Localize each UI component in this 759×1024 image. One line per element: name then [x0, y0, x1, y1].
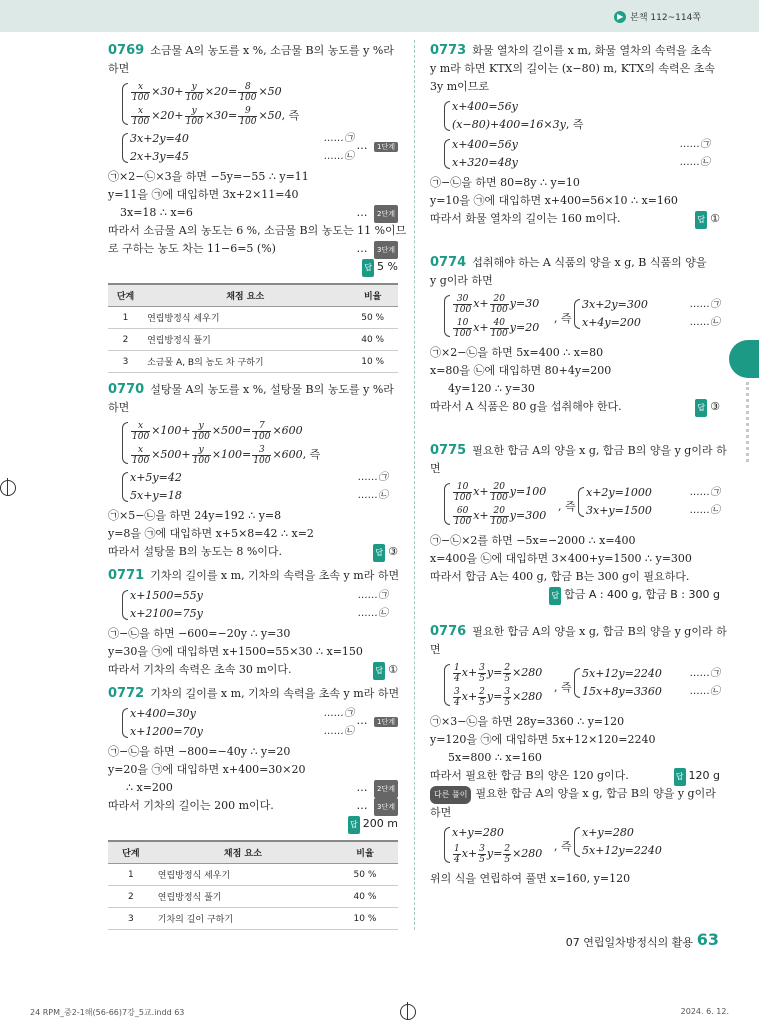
page-number: 63: [696, 930, 719, 949]
problem-0769: 0769 소금물 A의 농도를 x %, 소금물 B의 농도를 y %라 하면 $\frac{x}{100}$ ×30+ $\frac{y}{100}$ ×20= $\frac{8}{100}$ ×50 $\frac{x}{100}$ ×20+ $\frac{y}{100}$ ×30= $\frac{9}{100}$ ×50, 즉 3x+2y=40 ……㉠ 2x+3y=45 ……㉡ … 1단계 ㉠×2−㉡×3을 하면 −5y=−55 ∴ y=11 y=11을 ㉠에 대입하면 3x+2×11=40 3x=18 ∴ x=6 … 2단계 따라서 소금물 A의 농도는 6 %, 소금물 B의 농도는 11 %이므 로 구하는 농도 차는 11−6=5 (%) … 3단계 답 5 % 단계 채점 요소 비율 1 연립방정식 세우기 50 % 2 연립방정식 풀기 40 % 3 소금물 A, B의 농도 차 구하기 10 %: [108, 42, 398, 373]
answer-icon: 답: [348, 816, 360, 834]
table-row: 3 소금물 A, B의 농도 차 구하기 10 %: [108, 351, 398, 373]
problem-0775: 0775 필요한 합금 A의 양을 x g, 합금 B의 양을 y g이라 하 면 $\frac{10}{100}$ x+ $\frac{20}{100}$ y=100 $\frac{60}{100}$ x+ $\frac{20}{100}$ y=300 , 즉 x+2y=1000 ……㉠ 3x+y=1500 ……㉡ ㉠−㉡×2를 하면 −5x=−2000 ∴ x=400 x=400을 ㉡에 대입하면 3×400+y=1500 ∴ y=300 따라서 합금 A는 400 g, 합금 B는 300 g이 필요하다. 답 합금 A : 400 g, 합금 B : 300 g: [430, 442, 720, 605]
equation-system: $\frac{30}{100}$ x+ $\frac{20}{100}$ y=30 $\frac{10}{100}$ x+ $\frac{40}{100}$ y=20: [442, 292, 539, 340]
side-decoration: [746, 382, 755, 462]
equation-system: x+5y=42 ……㉠ 5x+y=18 ……㉡: [120, 469, 398, 505]
equation-block: $\frac{30}{100}$ x+ $\frac{20}{100}$ y=30 $\frac{10}{100}$ x+ $\frac{40}{100}$ y=20 , 즉 3x+2y=300 ……㉠ x+4y=200 ……㉡: [430, 290, 720, 344]
table-row: 2 연립방정식 풀기 40 %: [108, 886, 398, 908]
registration-mark-icon: [400, 1004, 416, 1020]
equation-system: 3x+2y=40 ……㉠ 2x+3y=45 ……㉡ … 1단계: [120, 130, 398, 166]
equation-system: 3x+2y=300 ……㉠ x+4y=200 ……㉡: [572, 296, 720, 332]
table-row: 1 연립방정식 세우기 50 %: [108, 864, 398, 886]
step-badge: 2단계: [374, 205, 398, 223]
print-date: 2024. 6. 12.: [680, 1007, 729, 1016]
table-row: 2 연립방정식 풀기 40 %: [108, 329, 398, 351]
arrow-icon: ▶: [614, 11, 626, 23]
answer-icon: 답: [674, 768, 686, 786]
equation-block: $\frac{10}{100}$ x+ $\frac{20}{100}$ y=100 $\frac{60}{100}$ x+ $\frac{20}{100}$ y=300 , 즉 x+2y=1000 ……㉠ 3x+y=1500 ……㉡: [430, 478, 720, 532]
equation-block: $\frac{1}{4}$ x+ $\frac{3}{5}$ y= $\frac{2}{5}$ ×280 $\frac{3}{4}$ x+ $\frac{2}{5}$ y= $\frac{3}{5}$ ×280 , 즉 5x+12y=2240 ……㉠ 15x+8y=3360 ……㉡: [430, 659, 720, 713]
step-badge: 2단계: [374, 780, 398, 798]
answer-icon: 답: [373, 544, 385, 562]
answer-icon: 답: [373, 662, 385, 680]
equation-system: $\frac{x}{100}$ ×100+ $\frac{y}{100}$ ×500= $\frac{7}{100}$ ×600 $\frac{x}{100}$ ×500+ $\frac{y}{100}$ ×100= $\frac{3}{100}$ ×600, 즉: [120, 419, 398, 467]
problem-0772: 0772 기차의 길이를 x m, 기차의 속력을 초속 y m라 하면 x+400=30y ……㉠ x+1200=70y ……㉡ … 1단계 ㉠−㉡을 하면 −800=−40y ∴ y=20 y=20을 ㉠에 대입하면 x+400=30×20 ∴ x=200 … 2단계 따라서 기차의 길이는 200 m이다. … 3단계 답 200 m 단계 채점 요소 비율 1 연립방정식 세우기 50 % 2 연립방정식 풀기 40 % 3 기차의 길이 구하기 10 %: [108, 685, 398, 930]
answer-icon: 답: [695, 399, 707, 417]
equation-system: $\frac{10}{100}$ x+ $\frac{20}{100}$ y=100 $\frac{60}{100}$ x+ $\frac{20}{100}$ y=300: [442, 480, 546, 528]
problem-0774: 0774 섭취해야 하는 A 식품의 양을 x g, B 식품의 양을 y g이라 하면 $\frac{30}{100}$ x+ $\frac{20}{100}$ y=30 $\frac{10}{100}$ x+ $\frac{40}{100}$ y=20 , 즉 3x+2y=300 ……㉠ x+4y=200 ……㉡ ㉠×2−㉡을 하면 5x=400 ∴ x=80 x=80을 ㉡에 대입하면 80+4y=200 4y=120 ∴ y=30 따라서 A 식품은 80 g을 섭취해야 한다. 답 ③: [430, 254, 720, 416]
column-divider: [414, 40, 415, 930]
step-badge: 3단계: [374, 798, 398, 816]
table-row: 3 기차의 길이 구하기 10 %: [108, 908, 398, 930]
footer-chapter-title: 07 연립일차방정식의 활용: [565, 936, 693, 949]
header-page-reference: ▶ 본책 112~114쪽: [614, 10, 701, 23]
equation-system: $\frac{1}{4}$ x+ $\frac{3}{5}$ y= $\frac{2}{5}$ ×280 $\frac{3}{4}$ x+ $\frac{2}{5}$ y= $\frac{3}{5}$ ×280: [442, 661, 542, 709]
equation-system: x+2y=1000 ……㉠ 3x+y=1500 ……㉡: [576, 484, 720, 520]
chapter-side-tab: [729, 340, 759, 378]
problem-0771: 0771 기차의 길이를 x m, 기차의 속력을 초속 y m라 하면 x+1500=55y ……㉠ x+2100=75y ……㉡ ㉠−㉡을 하면 −600=−20y ∴ y=30 y=30을 ㉠에 대입하면 x+1500=55×30 ∴ x=150 따라서 기차의 속력은 초속 30 m이다. 답 ①: [108, 567, 398, 679]
scoring-table: 단계 채점 요소 비율 1 연립방정식 세우기 50 % 2 연립방정식 풀기 40 % 3 소금물 A, B의 농도 차 구하기 10 %: [108, 283, 398, 373]
problem-0773: 0773 화물 열차의 길이를 x m, 화물 열차의 속력을 초속 y m라 하면 KTX의 길이는 (x−80) m, KTX의 속력은 초속 3y m이므로 x+400=56y (x−80)+400=16×3y, 즉 x+400=56y ……㉠ x+320=48y ……㉡ ㉠−㉡을 하면 80=8y ∴ y=10 y=10을 ㉠에 대입하면 x+400=56×10 ∴ x=160 따라서 화물 열차의 길이는 160 m이다. 답 ①: [430, 42, 720, 228]
left-column: [108, 42, 407, 938]
equation-system: x+400=56y ……㉠ x+320=48y ……㉡: [442, 136, 720, 172]
answer-icon: 답: [549, 587, 561, 605]
step-badge: 3단계: [374, 241, 398, 259]
step-badge: 1단계: [374, 142, 398, 152]
file-info: 24 RPM_중2-1해(56-66)7강_5교.indd 63: [30, 1008, 185, 1017]
equation-system: x+400=30y ……㉠ x+1200=70y ……㉡ … 1단계: [120, 705, 398, 741]
scoring-table: 단계 채점 요소 비율 1 연립방정식 세우기 50 % 2 연립방정식 풀기 40 % 3 기차의 길이 구하기 10 %: [108, 840, 398, 930]
step-badge: 1단계: [374, 717, 398, 727]
equation-system: $\frac{x}{100}$ ×30+ $\frac{y}{100}$ ×20= $\frac{8}{100}$ ×50 $\frac{x}{100}$ ×20+ $\frac{y}{100}$ ×30= $\frac{9}{100}$ ×50, 즉: [120, 80, 398, 128]
right-column: [430, 42, 727, 888]
registration-mark-icon: [0, 480, 16, 496]
equation-system: x+y=280 5x+12y=2240: [572, 824, 662, 860]
other-solution-badge: 다른 풀이: [430, 786, 471, 804]
table-row: 1 연립방정식 세우기 50 %: [108, 307, 398, 329]
problem-0776: 0776 필요한 합금 A의 양을 x g, 합금 B의 양을 y g이라 하 면 $\frac{1}{4}$ x+ $\frac{3}{5}$ y= $\frac{2}{5}$ ×280 $\frac{3}{4}$ x+ $\frac{2}{5}$ y= $\frac{3}{5}$ ×280 , 즉 5x+12y=2240 ……㉠ 15x+8y=3360 ……㉡ ㉠×3−㉡을 하면 28y=3360 ∴ y=120 y=120을 ㉠에 대입하면 5x+12×120=2240 5x=800 ∴ x=160 따라서 필요한 합금 B의 양은 120 g이다. 답 120 g 다른 풀이 필요한 합금 A의 양을 x g, 합금 B의 양을 y g이라 하면 x+y=280 $\frac{1}{4}$ x+ $\frac{3}{5}$ y= $\frac{2}{5}$ ×280 , 즉 x+y=280 5x+12y=2240 위의 식을 연립하여 풀면 x=160, y=120: [430, 624, 727, 885]
problem-0770: 0770 설탕물 A의 농도를 x %, 설탕물 B의 농도를 y %라 하면 $\frac{x}{100}$ ×100+ $\frac{y}{100}$ ×500= $\frac{7}{100}$ ×600 $\frac{x}{100}$ ×500+ $\frac{y}{100}$ ×100= $\frac{3}{100}$ ×600, 즉 x+5y=42 ……㉠ 5x+y=18 ……㉡ ㉠×5−㉡을 하면 24y=192 ∴ y=8 y=8을 ㉠에 대입하면 x+5×8=42 ∴ x=2 따라서 설탕물 B의 농도는 8 %이다. 답 ③: [108, 381, 398, 561]
equation-system: x+y=280 $\frac{1}{4}$ x+ $\frac{3}{5}$ y= $\frac{2}{5}$ ×280: [442, 824, 542, 866]
answer-icon: 답: [695, 211, 707, 229]
equation-system: x+400=56y (x−80)+400=16×3y, 즉: [442, 98, 720, 134]
equation-system: 5x+12y=2240 ……㉠ 15x+8y=3360 ……㉡: [572, 665, 720, 701]
equation-system: x+1500=55y ……㉠ x+2100=75y ……㉡: [120, 587, 398, 623]
equation-block: x+y=280 $\frac{1}{4}$ x+ $\frac{3}{5}$ y= $\frac{2}{5}$ ×280 , 즉 x+y=280 5x+12y=2240: [430, 822, 720, 870]
answer-icon: 답: [362, 259, 374, 277]
